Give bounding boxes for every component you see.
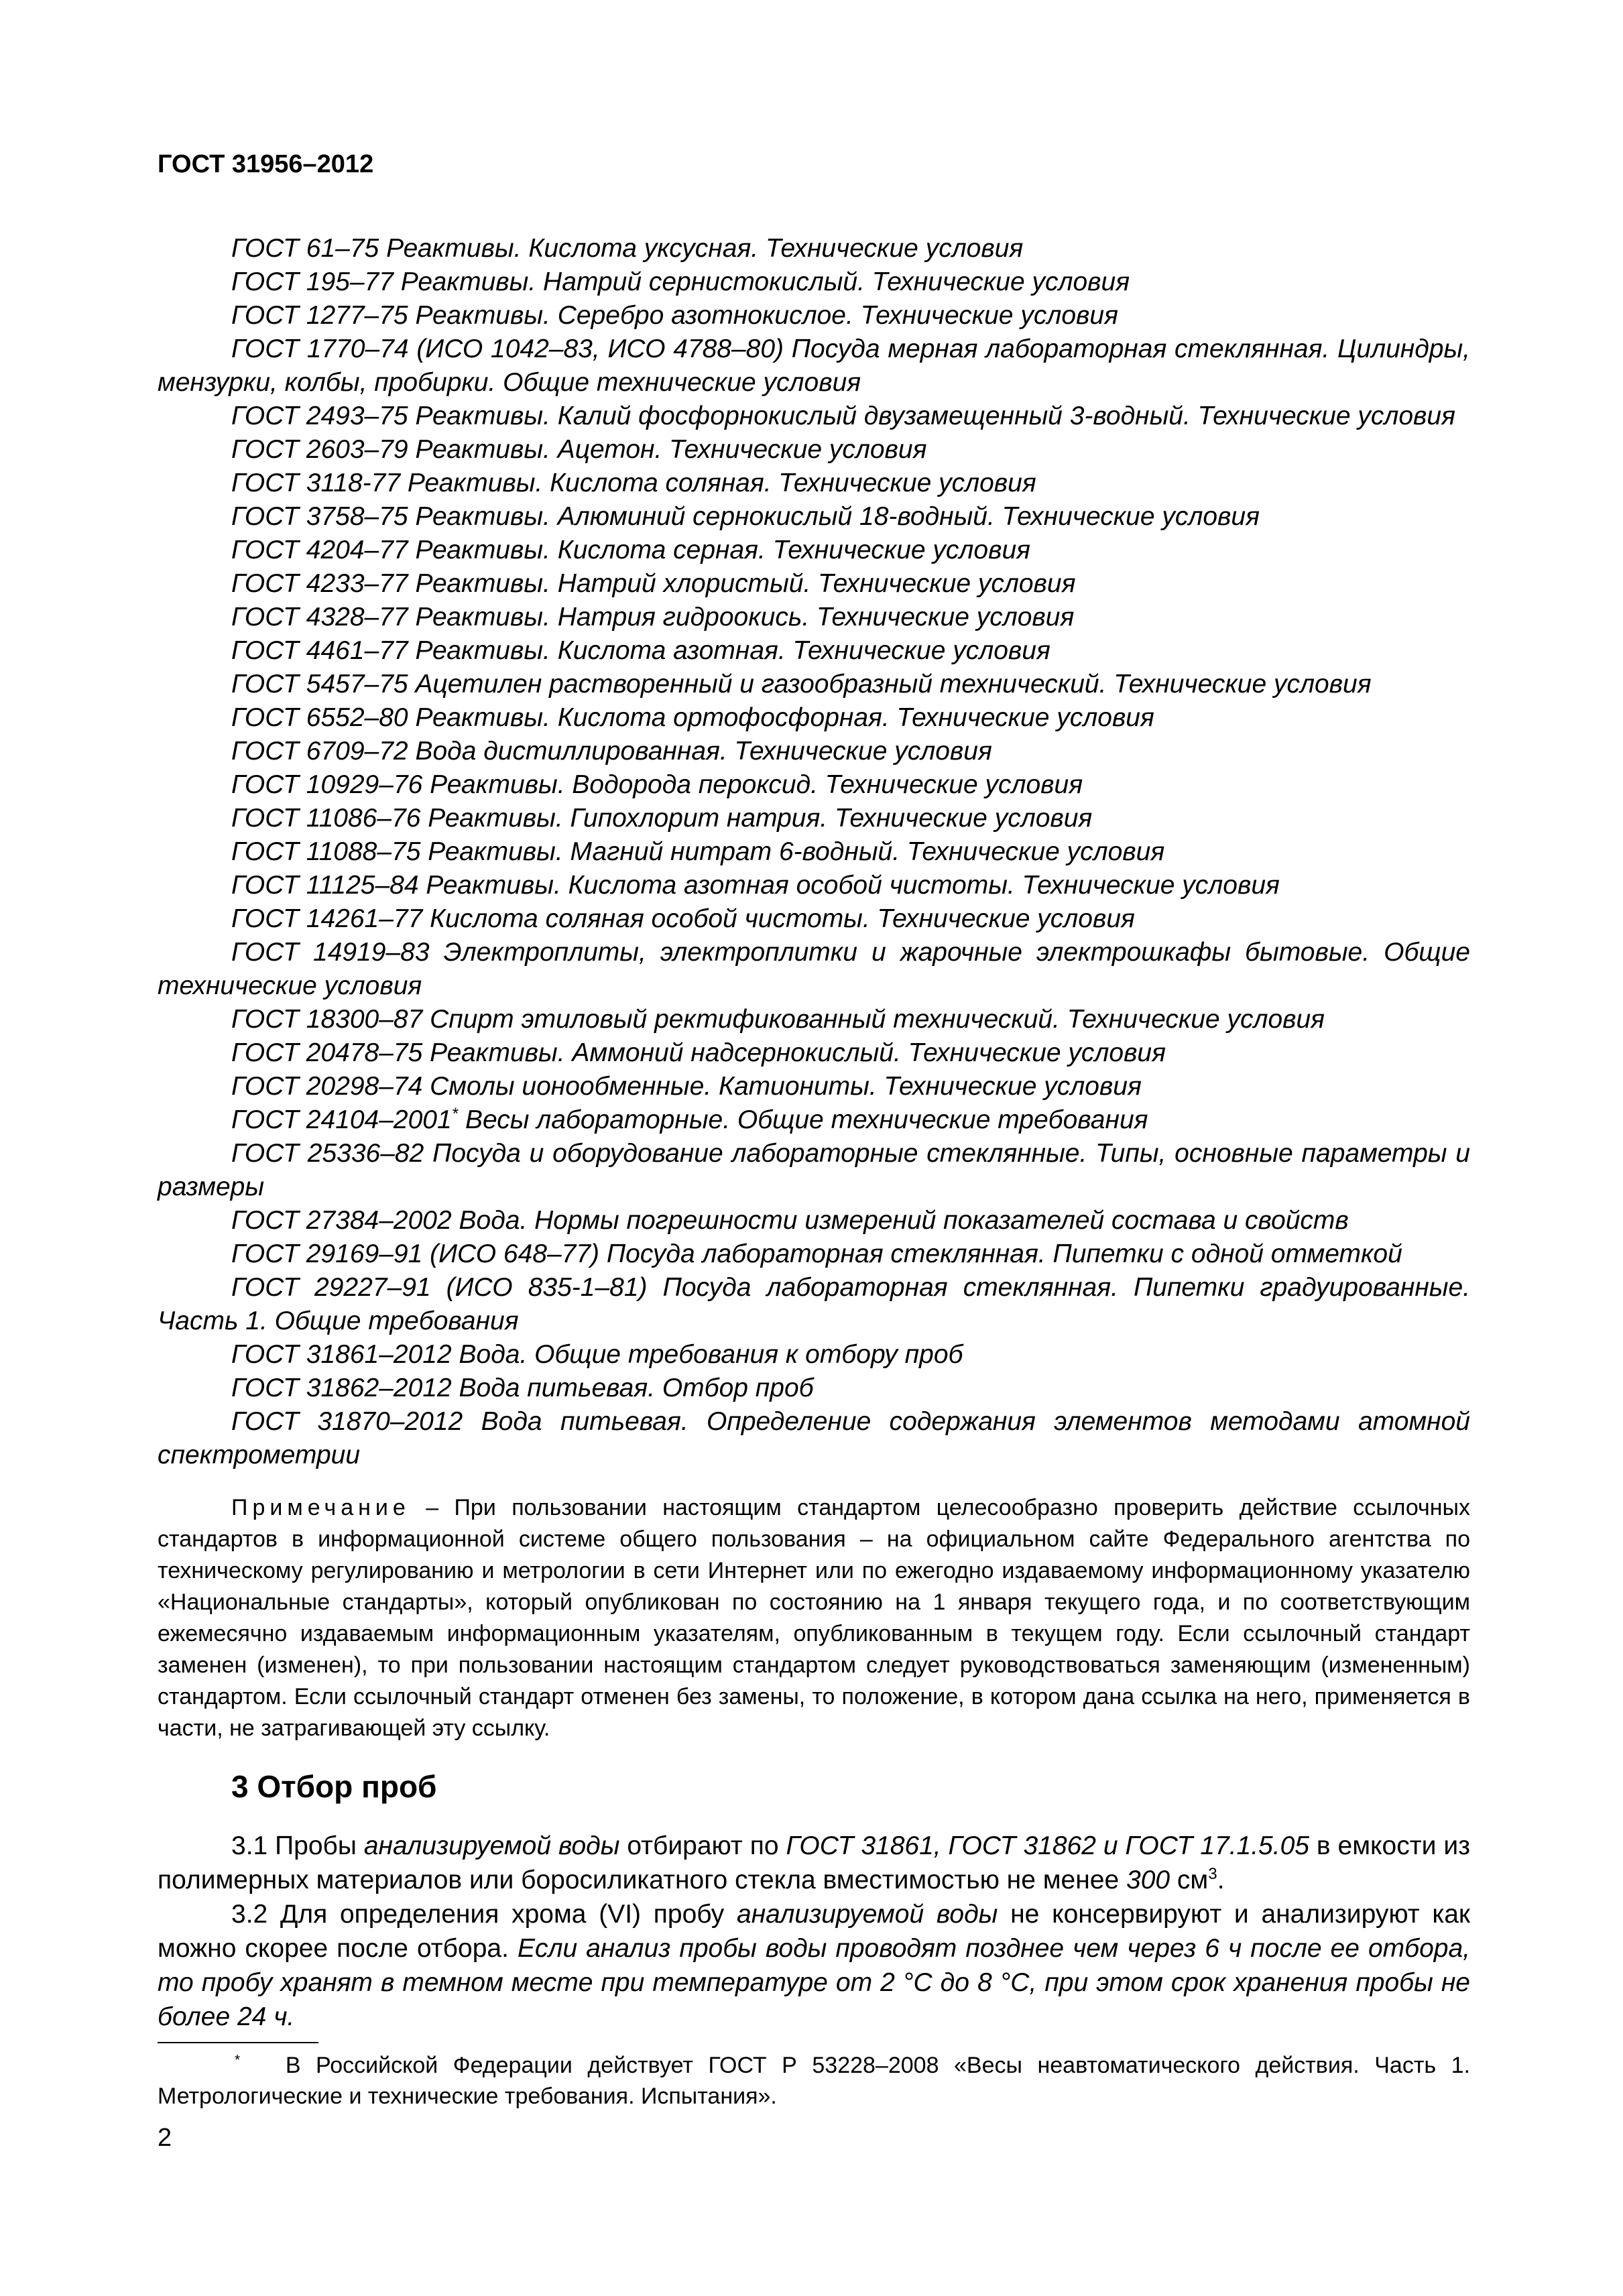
reference-item: ГОСТ 11088–75 Реактивы. Магний нитрат 6-водный. Технические условия [231,837,1165,866]
text-run: см [1170,1866,1209,1894]
reference-item: ГОСТ 4328–77 Реактивы. Натрия гидроокись. Технические условия [231,603,1075,631]
reference-item: ГОСТ 6709–72 Вода дистиллированная. Технические условия [231,737,992,766]
reference-item: ГОСТ 20298–74 Смолы ионообменные. Катиониты. Технические условия [231,1072,1142,1101]
document-header: ГОСТ 31956–2012 [158,150,374,178]
reference-item: ГОСТ 18300–87 Спирт этиловый ректификованный технический. Технические условия [231,1005,1325,1034]
reference-item: ГОСТ 20478–75 Реактивы. Аммоний надсернокислый. Технические условия [231,1038,1166,1067]
footnote-separator [158,2042,318,2043]
reference-item: ГОСТ 14919–83 Электроплиты, электроплитки и жарочные электрошкафы бытовые. Общие технические условия [158,938,1470,1000]
reference-item: ГОСТ 2493–75 Реактивы. Калий фосфорнокислый двузамещенный 3-водный. Технические условия [231,402,1455,430]
reference-item: ГОСТ 2603–79 Реактивы. Ацетон. Технические условия [231,435,927,464]
reference-item: ГОСТ 31861–2012 Вода. Общие требования к отбору проб [231,1340,963,1369]
footnote-mark: * [235,2052,241,2068]
text-run-italic: анализируемой воды [737,1900,998,1929]
reference-item-with-footnote [158,1103,1470,1137]
reference-item: ГОСТ 14261–77 Кислота соляная особой чистоты. Технические условия [231,904,1135,933]
reference-item: ГОСТ 31862–2012 Вода питьевая. Отбор проб [231,1374,814,1402]
reference-item: ГОСТ 4233–77 Реактивы. Натрий хлористый. Технические условия [231,569,1076,598]
text-run: отбирают по [619,1831,786,1860]
text-run: . [1217,1866,1225,1894]
text-run-italic: Если анализ пробы воды проводят позднее чем через 6 ч после ее отбора, то пробу хранят в темном месте при температуре от 2 °С до 8 °С, при этом срок хранения пробы не более 24 ч. [158,1934,1470,2031]
reference-item: ГОСТ 3758–75 Реактивы. Алюминий сернокислый 18-водный. Технические условия [231,502,1260,531]
paragraph-3-2 [158,1897,1470,2034]
reference-item: ГОСТ 6552–80 Реактивы. Кислота ортофосфорная. Технические условия [231,703,1154,732]
text-run: 3.1 Пробы [231,1831,364,1860]
reference-item: ГОСТ 4461–77 Реактивы. Кислота азотная. Технические условия [231,636,1050,665]
reference-item: ГОСТ 11125–84 Реактивы. Кислота азотная особой чистоты. Технические условия [231,871,1280,900]
note-label: Примечание [231,1495,410,1520]
section-body [158,1829,1470,2034]
note-paragraph [158,1492,1470,1744]
reference-item: ГОСТ 27384–2002 Вода. Нормы погрешности измерений показателей состава и свойств [231,1206,1349,1235]
paragraph-3-1 [158,1829,1470,1897]
note-text: – При пользовании настоящим стандартом целесообразно проверить действие ссылочных стандартов в информационной системе общего пользования – на официальном сайте Федерального агентства по техническому регулированию и метрологии в сети Интернет или по ежегодно издаваемому информационному указателю «Национальные стандарты», который опубликован по состоянию на 1 января текущего года, и по соответствующим ежемесячно издаваемым информационным указателям, опубликованным в текущем году. Если ссылочный стандарт заменен (изменен), то при пользовании настоящим стандартом следует руководствоваться заменяющим (измененным) стандартом. Если ссылочный стандарт отменен без замены, то положение, в котором дана ссылка на него, применяется в части, не затрагивающей эту ссылку. [158,1495,1470,1741]
reference-item: ГОСТ 10929–76 Реактивы. Водорода пероксид. Технические условия [231,770,1083,799]
reference-item: ГОСТ 31870–2012 Вода питьевая. Определение содержания элементов методами атомной спектрометрии [158,1407,1470,1469]
reference-item: ГОСТ 5457–75 Ацетилен растворенный и газообразный технический. Технические условия [231,670,1372,699]
text-run-italic: 300 [1126,1866,1170,1894]
reference-item: ГОСТ 25336–82 Посуда и оборудование лабораторные стеклянные. Типы, основные параметры и размеры [158,1139,1470,1201]
footnote [158,2050,1470,2112]
reference-item: ГОСТ 4204–77 Реактивы. Кислота серная. Технические условия [231,536,1030,564]
page-number: 2 [158,2124,172,2152]
text-run-italic: ГОСТ 31861, ГОСТ 31862 и ГОСТ 17.1.5.05 [786,1831,1309,1860]
text-run: не консервируют и анализируют как можно скорее после отбора. [158,1900,1470,1963]
text-run-italic: анализируемой воды [363,1831,620,1860]
footnote-text: В Российской Федерации действует ГОСТ Р 53228–2008 «Весы неавтоматического действия. Часть 1. Метрологические и технические требования. Испытания». [158,2053,1470,2109]
reference-item: ГОСТ 11086–76 Реактивы. Гипохлорит натрия. Технические условия [231,804,1093,833]
reference-item: ГОСТ 1277–75 Реактивы. Серебро азотнокислое. Технические условия [231,301,1118,330]
section-title: 3 Отбор проб [231,1769,437,1804]
reference-item: ГОСТ 195–77 Реактивы. Натрий сернистокислый. Технические условия [231,267,1130,296]
text-run: 3.2 Для определения хрома (VI) пробу [231,1900,737,1929]
reference-item: ГОСТ 1770–74 (ИСО 1042–83, ИСО 4788–80) Посуда мерная лабораторная стеклянная. Цилиндры, мензурки, колбы, пробирки. Общие технические условия [158,335,1470,397]
reference-item: ГОСТ 29169–91 (ИСО 648–77) Посуда лабораторная стеклянная. Пипетки с одной отметкой [231,1240,1402,1268]
superscript: 3 [1208,1865,1217,1883]
footnote-marker: * [451,1105,459,1123]
text-run: в емкости из полимерных материалов или боросиликатного стекла вместимостью не менее [158,1831,1470,1894]
reference-item: ГОСТ 61–75 Реактивы. Кислота уксусная. Технические условия [231,234,1024,263]
normative-references-list [158,232,1470,1472]
reference-item: ГОСТ 3118-77 Реактивы. Кислота соляная. Технические условия [231,469,1036,497]
reference-code: ГОСТ 24104–2001 [231,1105,452,1134]
reference-title: Весы лабораторные. Общие технические требования [458,1105,1148,1134]
reference-item: ГОСТ 29227–91 (ИСО 835-1–81) Посуда лабораторная стеклянная. Пипетки градуированные. Часть 1. Общие требования [158,1273,1470,1335]
